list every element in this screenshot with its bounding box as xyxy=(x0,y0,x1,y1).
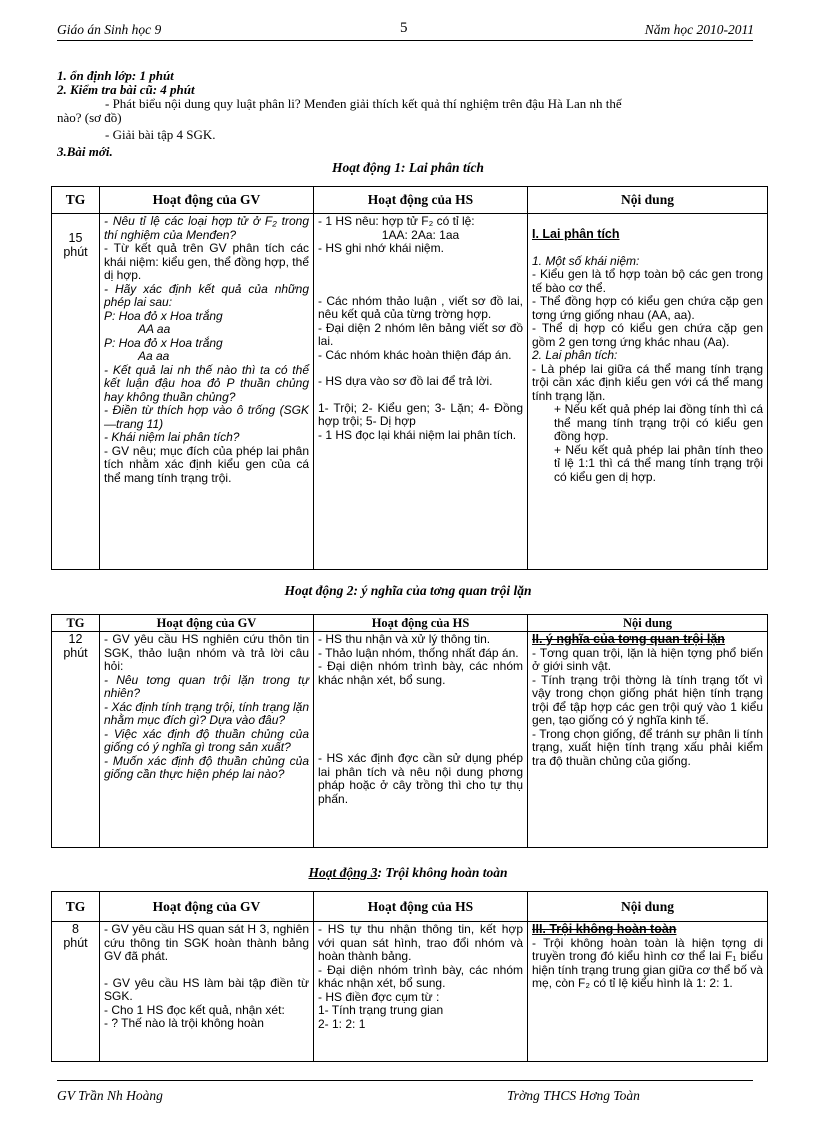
gv-cell xyxy=(100,922,314,1062)
hs-line: - Đại diện nhóm trình bày, các nhóm khác nhận xét, bổ sung. xyxy=(318,962,523,990)
col-tg: TG xyxy=(52,892,100,922)
hs-line: 1AA: 2Aa: 1aa xyxy=(381,227,460,242)
hs-line: 2- 1: 2: 1 xyxy=(318,1016,366,1031)
hs-line: - HS thu nhận và xử lý thông tin. xyxy=(318,632,491,646)
hs-line: - HS tự thu nhận thông tin, kết hợp với quan sát hình, trao đổi nhóm và hoàn thành bảng. xyxy=(318,922,523,963)
gv-line: - GV yêu cầu HS quan sát H 3, nghiên cứu thông tin SGK hoàn thành bảng GV đã phát. xyxy=(104,922,309,963)
footer-school: Trờng THCS Hơng Toàn xyxy=(507,1088,640,1103)
table-header-row xyxy=(52,187,768,214)
nd-line: - Tơng quan trội, lặn là hiện tợng phổ biến ở giới sinh vật. xyxy=(532,645,763,673)
gv-line: - GV yêu cầu HS làm bài tập điền từ SGK. xyxy=(104,975,309,1003)
time-cell xyxy=(52,214,100,570)
col-gv: Hoạt động của GV xyxy=(100,187,314,214)
hs-line: - Các nhóm thảo luận , viết sơ đồ lai, nêu kết quả của từng trờng hợp. xyxy=(318,293,523,321)
gv-line: - Hãy xác định kết quả của những phép lai sau: xyxy=(104,281,309,309)
hs-line: - 1 HS đọc lại khái niệm lai phân tích. xyxy=(318,427,517,442)
table-header-row xyxy=(52,615,768,632)
nd-line: - Thể dị hợp có kiểu gen chứa cặp gen gồm 2 gen tơng ứng khác nhau (Aa). xyxy=(532,321,763,349)
gv-line: - Xác định tính trạng trội, tính trạng lặn nhằm mục đích gì? Dựa vào đâu? xyxy=(104,699,309,727)
nd-line: - Trong chọn giống, để tránh sự phân li tính trạng, xuất hiện tính trạng xấu phải kiểm tra độ thuần chủng của giống. xyxy=(532,726,763,768)
gv-cell xyxy=(100,632,314,848)
hs-cell xyxy=(314,922,528,1062)
hs-line: - Thảo luận nhóm, thống nhất đáp án. xyxy=(318,645,519,660)
hs-line: - 1 HS nêu: hợp tử F₂ có tỉ lệ: xyxy=(318,214,475,228)
nd-line: 1. Một số khái niệm: xyxy=(532,253,640,268)
table-row xyxy=(52,922,768,1062)
nd-line: - Thể đồng hợp có kiểu gen chứa cặp gen tơng ứng giống nhau (AA, aa). xyxy=(532,294,763,322)
gv-line: - Điền từ thích hợp vào ô trống (SGK —trang 11) xyxy=(104,403,309,431)
activity-1-table xyxy=(51,186,768,570)
footer-divider xyxy=(57,1080,753,1081)
time-value: 8 xyxy=(72,922,79,936)
gv-line: - Kết quả lai nh thế nào thì ta có thể kết luận đậu hoa đỏ P thuần chủng hay không thuần chủng? xyxy=(104,362,309,404)
header-year: Năm học 2010-2011 xyxy=(644,22,754,37)
col-nd: Nội dung xyxy=(528,615,768,632)
hs-cell xyxy=(314,214,528,570)
nd-line: - Là phép lai giữa cá thể mang tính trạng trội cần xác định kiểu gen với cá thể mang tính trạng lặn. xyxy=(532,361,763,403)
gv-line: - GV yêu cầu HS nghiên cứu thôn tin SGK, thảo luận nhóm và trả lời câu hỏi: xyxy=(104,632,309,673)
time-value: 12 xyxy=(68,632,83,646)
activity-2-title: Hoạt động 2: ý nghĩa của tơng quan trội lặn xyxy=(284,583,532,598)
time-unit: phút xyxy=(63,645,88,660)
nd-cell xyxy=(528,632,768,848)
gv-line: - Cho 1 HS đọc kết quả, nhận xét: xyxy=(104,1002,285,1017)
hs-line: 1- Trội; 2- Kiểu gen; 3- Lặn; 4- Đồng hợp trội; 5- Dị hợp xyxy=(318,400,523,428)
table-row xyxy=(52,632,768,848)
hs-line: - HS xác định đợc cần sử dụng phép lai phân tích và nêu nội dung phơng pháp hoặc ở cây trồng thì cho tự thụ phấn. xyxy=(318,751,523,806)
hs-line: - HS điền đợc cụm từ : xyxy=(318,989,440,1004)
table-header-row xyxy=(52,892,768,922)
col-tg: TG xyxy=(52,615,100,632)
nd-line: - Trội không hoàn toàn là hiện tợng di truyền trong đó kiểu hình cơ thể lai F₁ biểu hiện tính trạng trung gian giữa cơ thể bố và mẹ, còn F₂ có tỉ lệ kiểu hình là 1: 2: 1. xyxy=(532,935,763,990)
nd-line: + Nếu kết quả phép lai đồng tính thì cá thể mang tính trạng trội có kiểu gen đồng hợp. xyxy=(554,402,763,443)
gv-line: - Từ kết quả trên GV phân tích các khái niệm: kiểu gen, thể đồng hợp, thể dị hợp. xyxy=(104,241,309,282)
activity-2-table xyxy=(51,614,768,848)
col-hs: Hoạt động của HS xyxy=(314,615,528,632)
hs-line: - HS dựa vào sơ đồ lai để trả lời. xyxy=(318,374,493,388)
activity-3-name: : Trội không hoàn toàn xyxy=(377,865,508,880)
nd-heading: III. Trội không hoàn toàn xyxy=(532,922,677,936)
step-1-heading: 1. ổn định lớp: 1 phút xyxy=(57,68,174,83)
gv-line: - Nêu tơng quan trội lặn trong tự nhiên? xyxy=(104,672,309,700)
nd-line: 2. Lai phân tích: xyxy=(532,348,618,362)
activity-3-title xyxy=(0,865,816,881)
check-question-1: - Phát biểu nội dung quy luật phân li? Menđen giải thích kết quả thí nghiệm trên đậu Hà Lan nh thế xyxy=(105,96,622,111)
hs-line: - Các nhóm khác hoàn thiện đáp án. xyxy=(318,347,512,362)
check-question-1-cont: nào? (sơ đồ) xyxy=(57,110,122,125)
page-number: 5 xyxy=(400,20,408,36)
nd-line: + Nếu kết quả phép lai phân tính theo tỉ lệ 1:1 thì cá thể mang tính trạng trội có kiểu gen dị hợp. xyxy=(554,442,763,484)
footer-teacher: GV Trần Nh Hoàng xyxy=(57,1088,163,1103)
header-subject: Giáo án Sinh học 9 xyxy=(57,22,162,37)
col-gv: Hoạt động của GV xyxy=(100,615,314,632)
time-unit: phút xyxy=(63,244,88,259)
activity-3-label: Hoạt động 3 xyxy=(308,865,378,880)
nd-line: - Kiểu gen là tổ hợp toàn bộ các gen trong tế bào cơ thể. xyxy=(532,267,763,295)
hs-cell xyxy=(314,632,528,848)
time-value: 15 xyxy=(68,231,83,245)
nd-cell xyxy=(528,922,768,1062)
col-nd: Nội dung xyxy=(528,892,768,922)
col-tg: TG xyxy=(52,187,100,214)
col-hs: Hoạt động của HS xyxy=(314,187,528,214)
activity-3-table xyxy=(51,891,768,1062)
hs-line: - Đại diện nhóm trình bày, các nhóm khác nhận xét, bổ sung. xyxy=(318,659,523,687)
gv-line: - Muốn xác định độ thuần chủng của giống cần thực hiện phép lai nào? xyxy=(104,753,309,781)
col-nd: Nội dung xyxy=(528,187,768,214)
gv-line: P: Hoa đỏ x Hoa trắng xyxy=(104,308,223,323)
col-gv: Hoạt động của GV xyxy=(100,892,314,922)
nd-line: - Tính trạng trội thờng là tính trạng tốt vì vậy trong chọn giống phát hiện tính trạng trội để tập hợp các gen trội quý vào 1 kiểu gen, tạo giống có ý nghĩa kinh tế. xyxy=(532,672,763,727)
activity-1-title: Hoạt động 1: Lai phân tích xyxy=(332,160,484,175)
nd-heading: II. ý nghĩa của tơng quan trội lặn xyxy=(532,632,725,646)
nd-heading: I. Lai phân tích xyxy=(532,227,620,241)
nd-cell xyxy=(528,214,768,570)
header-divider xyxy=(57,40,753,41)
gv-line: - Khái niệm lai phân tích? xyxy=(104,430,240,444)
gv-line: - GV nêu; mục đích của phép lai phân tích nhằm xác định kiểu gen của cá thể mang tính trạng trội. xyxy=(104,443,309,485)
time-cell xyxy=(52,922,100,1062)
gv-line: AA aa xyxy=(138,322,171,336)
time-unit: phút xyxy=(63,935,88,950)
gv-line: Aa aa xyxy=(138,349,170,363)
step-2-heading: 2. Kiểm tra bài cũ: 4 phút xyxy=(57,82,195,97)
gv-line: P: Hoa đỏ x Hoa trắng xyxy=(104,335,223,350)
col-hs: Hoạt động của HS xyxy=(314,892,528,922)
gv-cell xyxy=(100,214,314,570)
table-row xyxy=(52,214,768,570)
hs-line: - Đại diện 2 nhóm lên bảng viết sơ đồ lai. xyxy=(318,320,523,348)
gv-line: - ? Thế nào là trội không hoàn xyxy=(104,1016,264,1030)
hs-line: 1- Tính trạng trung gian xyxy=(318,1003,444,1017)
time-cell xyxy=(52,632,100,848)
gv-line: - Nêu tỉ lệ các loại hợp tử ở F₂ trong thí nghiệm của Menđen? xyxy=(104,214,309,242)
check-question-2: - Giải bài tập 4 SGK. xyxy=(105,127,216,142)
gv-line: - Việc xác định độ thuần chủng của giống có ý nghĩa gì trong sản xuất? xyxy=(104,726,309,754)
step-3-heading: 3.Bài mới. xyxy=(57,144,113,159)
hs-line: - HS ghi nhớ khái niệm. xyxy=(318,241,444,255)
